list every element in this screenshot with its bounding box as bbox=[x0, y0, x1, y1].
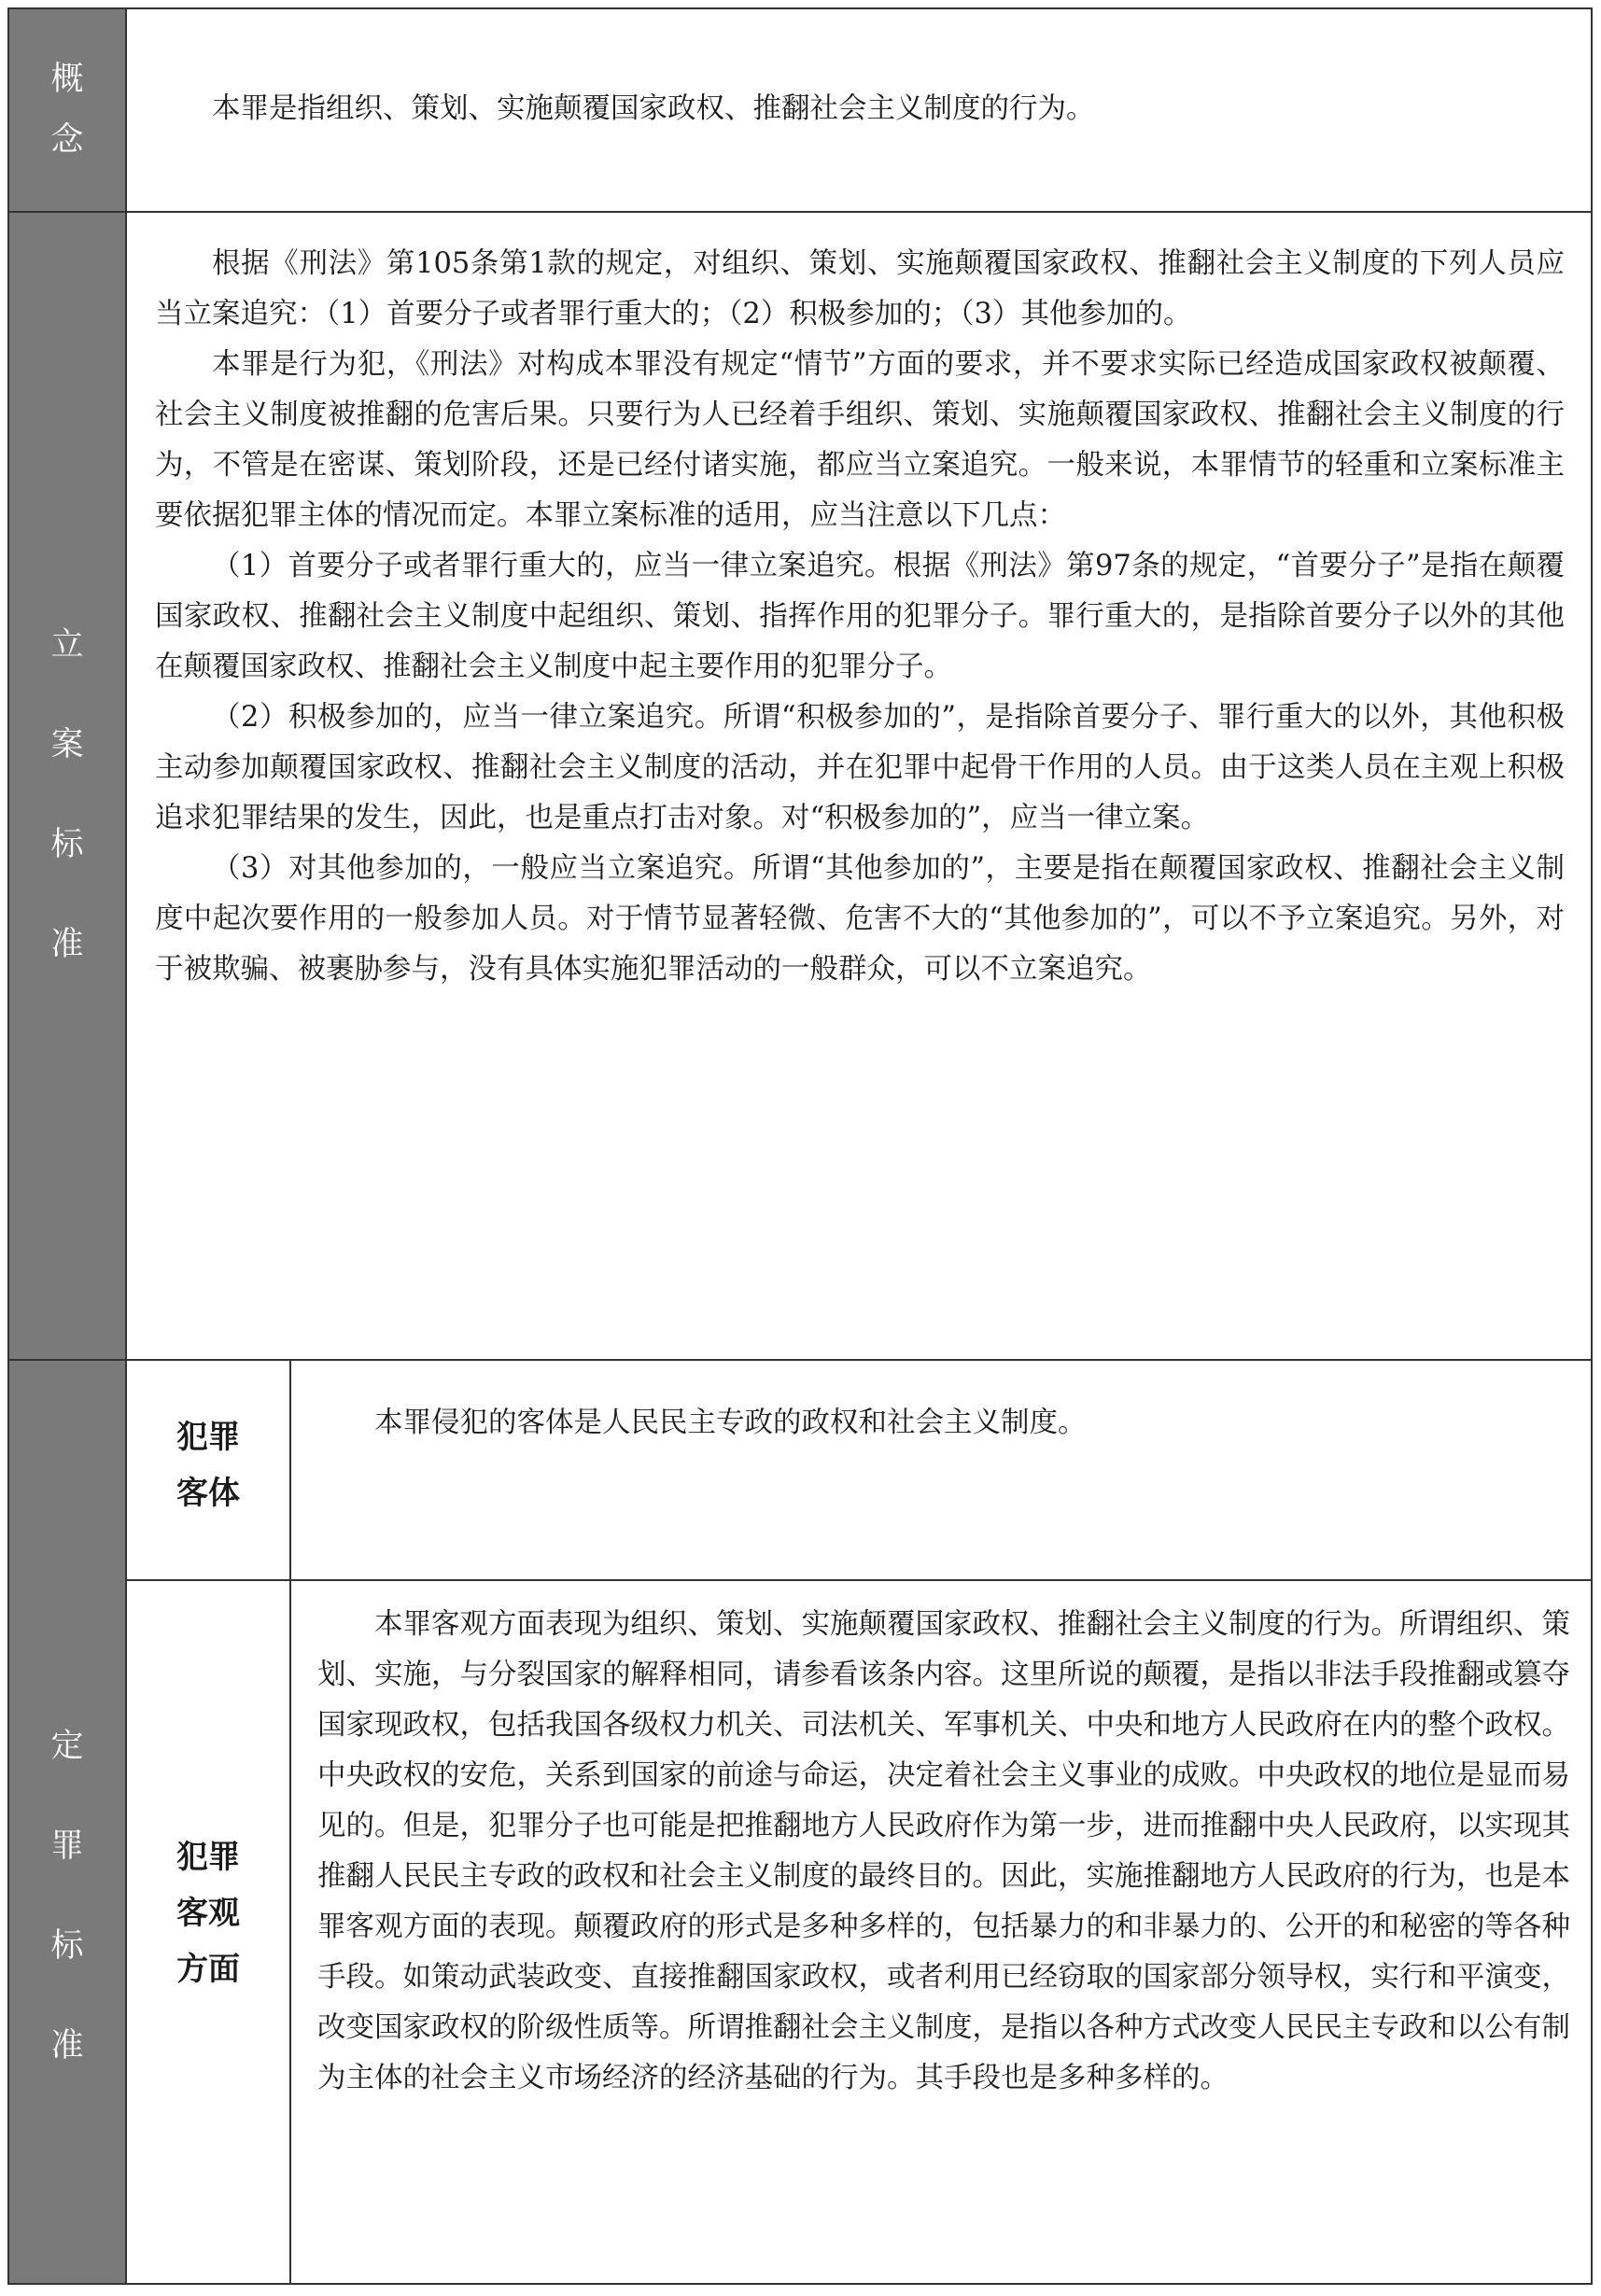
concept-content bbox=[127, 9, 1591, 211]
crime-objective-text: 本罪客观方面表现为组织、策划、实施颠覆国家政权、推翻社会主义制度的行为。所谓组织、策划、实施，与分裂国家的解释相同，请参看该条内容。这里所说的颠覆，是指以非法手段推翻或篡夺国家现政权，包括我国各级权力机关、司法机关、军事机关、中央和地方人民政府在内的整个政权。中央政权的安危，关系到国家的前途与命运，决定着社会主义事业的成败。中央政权的地位是显而易见的。但是，犯罪分子也可能是把推翻地方人民政府作为第一步，进而推翻中央人民政府，以实现其推翻人民民主专政的政权和社会主义制度的最终目的。因此，实施推翻地方人民政府的行为，也是本罪客观方面的表现。颠覆政府的形式是多种多样的，包括暴力的和非暴力的、公开的和秘密的等各种手段。如策动武装政变、直接推翻国家政权，或者利用已经窃取的国家部分领导权，实行和平演变，改变国家政权的阶级性质等。所谓推翻社会主义制度，是指以各种方式改变人民民主专政和以公有制为主体的社会主义市场经济的经济基础的行为。其手段也是多种多样的。 bbox=[317, 1608, 1570, 2094]
crime-object-label-line: 犯罪 bbox=[176, 1419, 240, 1456]
concept-label-char: 概 bbox=[50, 61, 84, 98]
crime-objective-label-line: 方面 bbox=[176, 1951, 240, 1988]
filing-standard-content bbox=[127, 213, 1591, 1359]
crime-object-subrow bbox=[127, 1361, 1591, 1581]
concept-row bbox=[9, 9, 1591, 213]
concept-label-cell bbox=[9, 9, 127, 211]
filing-standard-paragraph: （1）首要分子或者罪行重大的，应当一律立案追究。根据《刑法》第97条的规定，“首要分子”是指在颠覆国家政权、推翻社会主义制度中起组织、策划、指挥作用的犯罪分子。罪行重大的，是指除首要分子以外的其他在颠覆国家政权、推翻社会主义制度中起主要作用的犯罪分子。 bbox=[155, 550, 1565, 683]
filing-standard-paragraph: （3）对其他参加的，一般应当立案追究。所谓“其他参加的”，主要是指在颠覆国家政权、推翻社会主义制度中起次要作用的一般参加人员。对于情节显著轻微、危害不大的“其他参加的”，可以不予立案追究。另外，对于被欺骗、被裹胁参与，没有具体实施犯罪活动的一般群众，可以不立案追究。 bbox=[155, 852, 1565, 986]
crime-objective-subrow bbox=[127, 1581, 1591, 2283]
crime-object-label-line: 客体 bbox=[176, 1475, 240, 1512]
crime-objective-label-line: 客观 bbox=[176, 1895, 240, 1932]
conviction-standard-label-cell bbox=[9, 1361, 127, 2283]
crime-object-content bbox=[291, 1361, 1591, 1579]
filing-standard-label-char: 案 bbox=[50, 726, 84, 763]
crime-object-label bbox=[127, 1361, 291, 1579]
conviction-standard-row bbox=[9, 1361, 1591, 2283]
filing-standard-label-char: 准 bbox=[50, 926, 84, 963]
filing-standard-row bbox=[9, 213, 1591, 1361]
concept-label-char: 念 bbox=[50, 121, 84, 159]
crime-objective-label-line: 犯罪 bbox=[176, 1839, 240, 1876]
filing-standard-paragraph: 根据《刑法》第105条第1款的规定，对组织、策划、实施颠覆国家政权、推翻社会主义制度的下列人员应当立案追究：（1）首要分子或者罪行重大的；（2）积极参加的；（3）其他参加的。 bbox=[155, 247, 1565, 330]
legal-standards-table bbox=[7, 7, 1593, 2285]
conviction-standard-label-char: 准 bbox=[50, 2027, 84, 2065]
filing-standard-paragraph: （2）积极参加的，应当一律立案追究。所谓“积极参加的”，是指除首要分子、罪行重大的以外，其他积极主动参加颠覆国家政权、推翻社会主义制度的活动，并在犯罪中起骨干作用的人员。由于这类人员在主观上积极追求犯罪结果的发生，因此，也是重点打击对象。对“积极参加的”，应当一律立案。 bbox=[155, 701, 1565, 834]
crime-objective-content bbox=[291, 1581, 1591, 2283]
filing-standard-label-char: 立 bbox=[50, 626, 84, 664]
conviction-standard-label-char: 标 bbox=[50, 1927, 84, 1965]
filing-standard-label-char: 标 bbox=[50, 826, 84, 863]
conviction-standard-label-char: 罪 bbox=[50, 1827, 84, 1865]
crime-objective-label bbox=[127, 1581, 291, 2283]
conviction-standard-label-char: 定 bbox=[50, 1728, 84, 1765]
filing-standard-paragraph: 本罪是行为犯，《刑法》对构成本罪没有规定“情节”方面的要求，并不要求实际已经造成国家政权被颠覆、社会主义制度被推翻的危害后果。只要行为人已经着手组织、策划、实施颠覆国家政权、推翻社会主义制度的行为，不管是在密谋、策划阶段，还是已经付诸实施，都应当立案追究。一般来说，本罪情节的轻重和立案标准主要依据犯罪主体的情况而定。本罪立案标准的适用，应当注意以下几点： bbox=[155, 348, 1565, 532]
crime-object-text: 本罪侵犯的客体是人民民主专政的政权和社会主义制度。 bbox=[374, 1407, 1087, 1439]
filing-standard-label-cell bbox=[9, 213, 127, 1359]
concept-text: 本罪是指组织、策划、实施颠覆国家政权、推翻社会主义制度的行为。 bbox=[212, 92, 1095, 125]
